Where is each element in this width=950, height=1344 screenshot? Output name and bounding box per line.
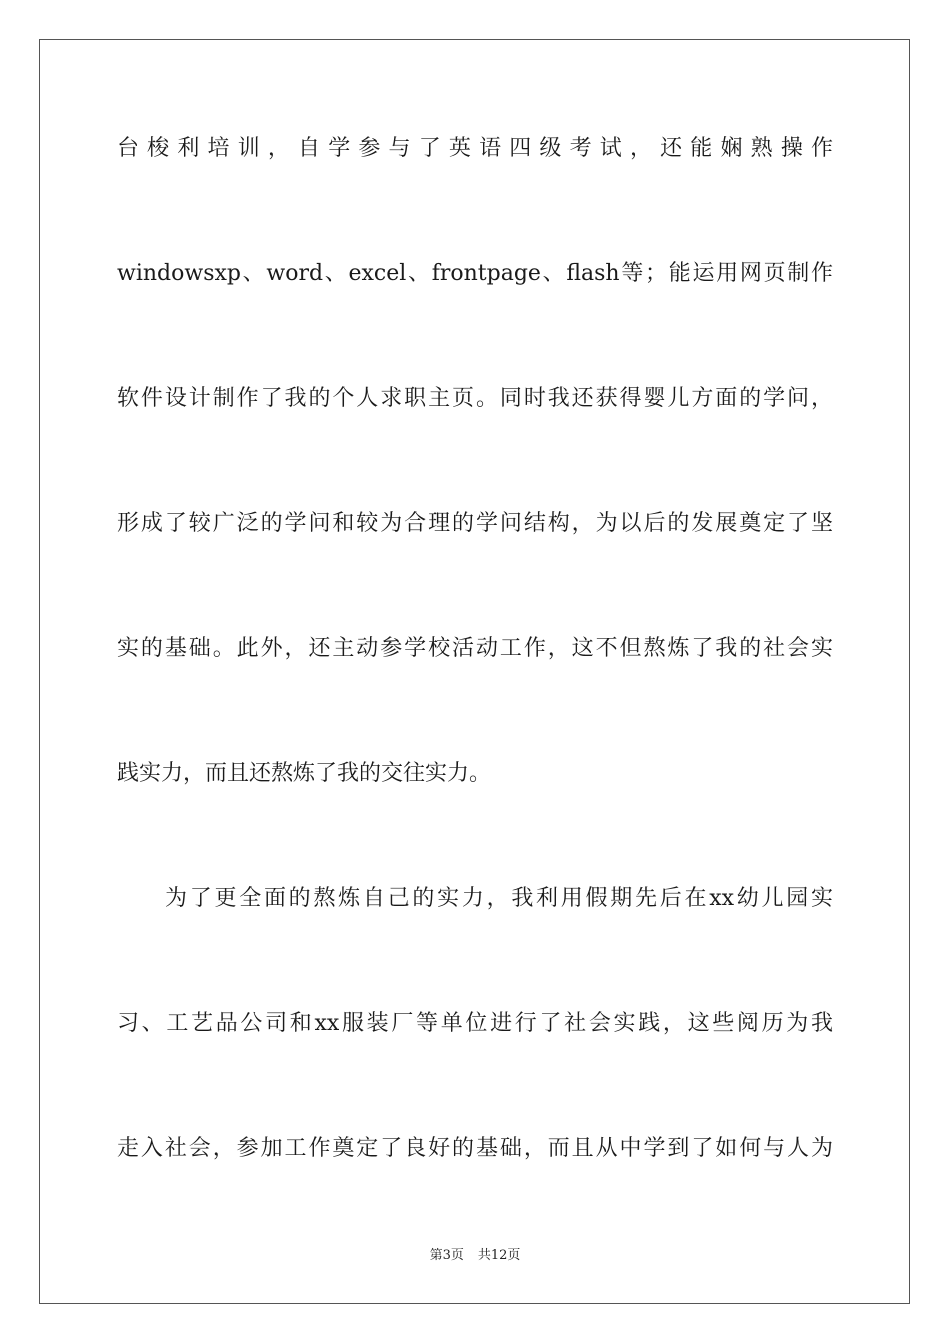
text-line: 台梭利培训，自学参与了英语四级考试，还能娴熟操作 [117,136,833,161]
page-footer [0,1248,950,1264]
text-line: 走入社会，参加工作奠定了良好的基础，而且从中学到了如何与人为 [117,1136,833,1161]
text-line: 形成了较广泛的学问和较为合理的学问结构，为以后的发展奠定了坚 [117,511,833,536]
text-line: 软件设计制作了我的个人求职主页。同时我还获得婴儿方面的学问， [117,386,833,411]
page-number: 第3页 [429,1248,464,1263]
text-line: 实的基础。此外，还主动参学校活动工作，这不但熬炼了我的社会实 [117,636,833,661]
text-line: 习、工艺品公司和xx服装厂等单位进行了社会实践，这些阅历为我 [117,1011,833,1036]
text-line-paragraph-start: 为了更全面的熬炼自己的实力，我利用假期先后在xx幼儿园实 [165,886,833,911]
text-line: windowsxp、word、excel、frontpage、flash等；能运用网页制作 [117,261,833,286]
text-line-paragraph-end: 践实力，而且还熬炼了我的交往实力。 [117,761,492,786]
page-total: 共12页 [477,1248,521,1263]
page-border [39,39,910,1304]
